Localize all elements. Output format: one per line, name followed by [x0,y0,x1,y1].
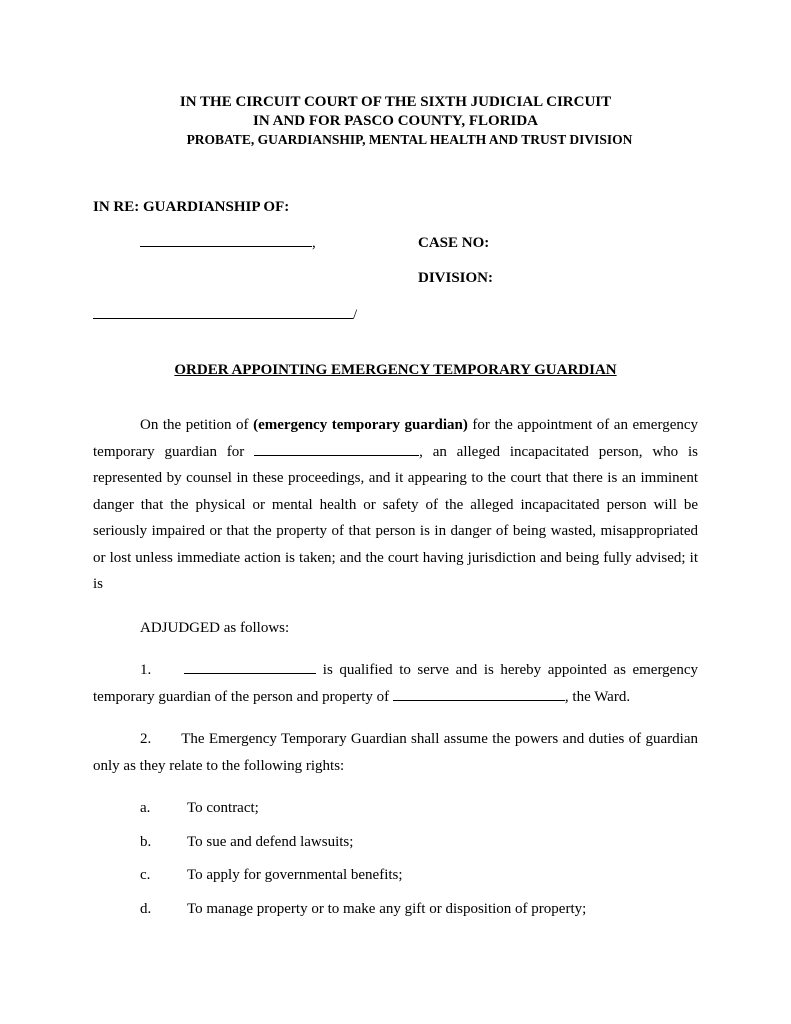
intro-petitioner: (emergency temporary guardian) [253,417,468,433]
adjudged-label: ADJUDGED as follows: [140,620,290,636]
ward-name-line [140,235,316,252]
caption-closing-blank [93,317,353,319]
right-b-letter: b. [140,834,152,850]
ward-blank [393,699,565,701]
right-a-text: To contract; [187,800,259,816]
intro-paragraph [93,412,698,598]
guardian-name-blank [184,672,316,674]
order-title: ORDER APPOINTING EMERGENCY TEMPORARY GUARDIAN [174,362,617,378]
division-label: DIVISION: [418,270,494,286]
intro-text-3: , an alleged incapacitated person, who is represented by counsel in these proceedings, and it appearing to the court that there is an imminent danger that the physical or mental health or safety of the alleged incapacitated person will be seriously impaired or that the property of that person is in danger of being wasted, misappropriated or lost unless immediate action is taken; and the court having jurisdiction and being fully advised; it is [93,443,698,592]
item-1 [93,657,698,710]
item-2 [93,726,698,779]
right-c-letter: c. [140,867,151,883]
item-1-number: 1. [140,662,152,678]
right-b-text: To sue and defend lawsuits; [187,834,354,850]
intro-text-1: On the petition of [140,417,254,433]
intro-text-2: for the appointment of an emergency temporary guardian for [93,417,699,460]
right-d-text: To manage property or to make any gift or disposition of property; [187,901,587,917]
case-no-label: CASE NO: [418,235,490,251]
item-1-text-b: , the Ward. [564,688,631,705]
item-2-text: The Emergency Temporary Guardian shall assume the powers and duties of guardian only as they relate to the following rights: [93,731,698,774]
item-1-text-a: is qualified to serve and is hereby appointed as emergency temporary guardian of the person and property of [93,662,698,705]
court-header-line1: IN THE CIRCUIT COURT OF THE SIXTH JUDICIAL CIRCUIT [179,94,612,110]
right-d-letter: d. [140,901,152,917]
caption-slash: / [353,307,358,323]
caption-comma: , [312,235,316,251]
alleged-incapacitated-blank [254,454,419,456]
ward-name-blank [140,245,312,247]
item-2-number: 2. [140,731,152,747]
right-a-letter: a. [140,800,151,816]
court-header-line3: PROBATE, GUARDIANSHIP, MENTAL HEALTH AND TRUST DIVISION [186,132,633,147]
court-header-line2: IN AND FOR PASCO COUNTY, FLORIDA [252,113,539,129]
in-re-label: IN RE: GUARDIANSHIP OF: [93,199,290,215]
caption-closing-line [93,307,357,324]
right-c-text: To apply for governmental benefits; [187,867,403,883]
